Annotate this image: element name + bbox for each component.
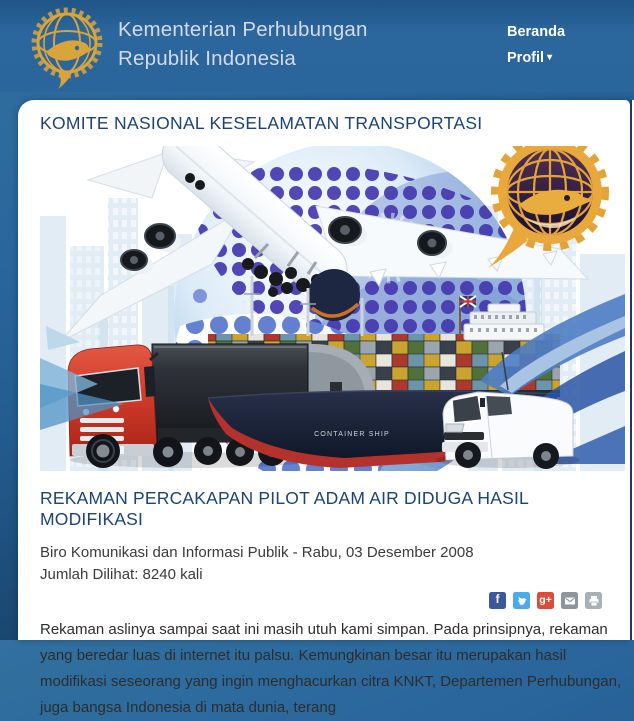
content-panel [18, 100, 630, 716]
kemenhub-logo-icon [27, 5, 107, 91]
googleplus-share-button[interactable] [537, 592, 554, 609]
facebook-share-button[interactable] [489, 592, 506, 609]
top-navigation [507, 24, 565, 76]
brand-title [118, 15, 368, 73]
twitter-share-button[interactable] [513, 592, 530, 609]
email-share-button[interactable] [561, 592, 578, 609]
nav-item-profil[interactable]: Profil ▾ [507, 50, 553, 66]
ship-hull-label: CONTAINER SHIP [314, 431, 390, 438]
article-view-count: Jumlah Dilihat: 8240 kali [40, 566, 203, 583]
article-body: Rekaman aslinya sampai saat ini masih utuh kami simpan. Pada prinsipnya, rekaman yang beredar luas di internet itu palsu. Kemungkinan besar itu merupakan hasil modifikasi seseorang yang ingin menghacurkan citra KNKT, Departemen Perhubungan, juga bangsa Indonesia di mata dunia, terang [40, 621, 622, 716]
site-header [0, 0, 634, 92]
brand-line1: Kementerian Perhubungan [118, 18, 368, 41]
article-title: REKAMAN PERCAKAPAN PILOT ADAM AIR DIDUGA HASIL MODIFIKASI [40, 488, 529, 529]
brand-line2: Republik Indonesia [118, 47, 296, 70]
article-byline: Biro Komunikasi dan Informasi Publik - Rabu, 03 Desember 2008 [40, 544, 474, 561]
googleplus-icon: g+ [539, 594, 552, 607]
hero-image [40, 146, 625, 471]
transport-banner-graphic [40, 146, 625, 471]
ship-flag [460, 296, 476, 307]
chevron-down-icon: ▾ [547, 52, 553, 63]
envelope-icon [564, 595, 576, 607]
print-button[interactable] [585, 592, 602, 609]
facebook-icon: f [495, 593, 500, 606]
nav-item-beranda[interactable]: Beranda [507, 24, 566, 40]
twitter-bird-icon [516, 595, 528, 607]
printer-icon [588, 595, 600, 607]
page-title: KOMITE NASIONAL KESELAMATAN TRANSPORTASI [40, 113, 483, 133]
share-buttons [40, 592, 602, 609]
